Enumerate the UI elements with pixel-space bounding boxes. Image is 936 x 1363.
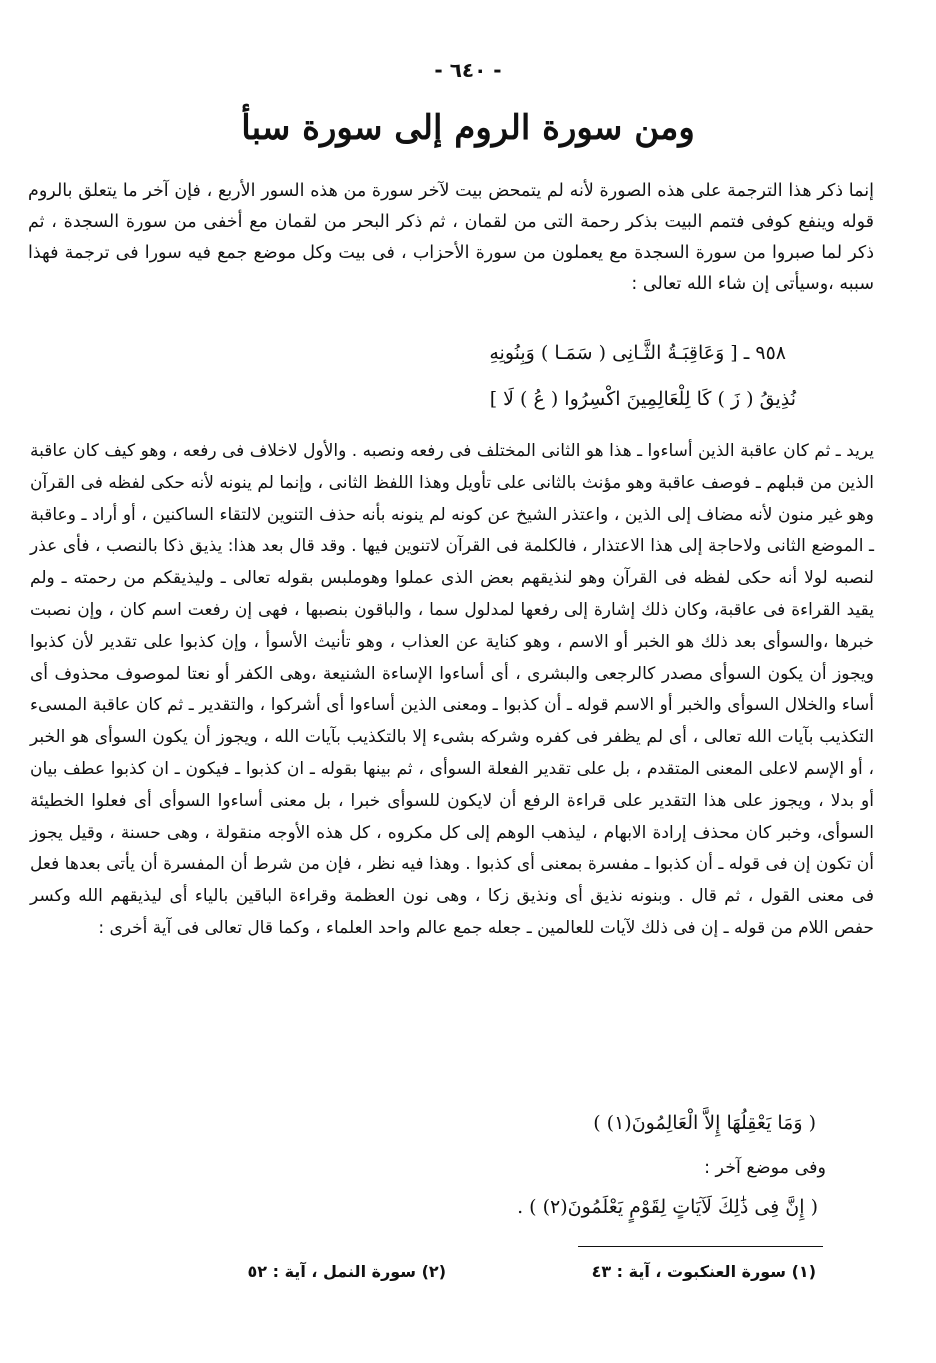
footnotes	[0, 1262, 936, 1292]
verse-line-2: نُذِيقُ ( زَ ) كَا لِلْعَالِمِينَ اكْسِرُوا ( عُ ) لَا ]	[489, 388, 796, 410]
chapter-title: ومن سورة الروم إلى سورة سبأ	[241, 108, 695, 148]
quran-quote-2: ( إِنَّ فِى ذَٰلِكَ لَآيَاتٍ لِقَوْمٍ يَعْلَمُونَ(٢) ) .	[517, 1196, 818, 1218]
footnote-2: (٢) سورة النمل ، آية : ٥٢	[247, 1262, 446, 1281]
intro-paragraph: إنما ذكر هذا الترجمة على هذه الصورة لأنه لم يتمحض بيت لآخر سورة من هذه السور الأربع ، فإن آخر ما يتعلق بالروم قوله وينفع كوفى فتمم البيت بذكر رحمة التى من لقمان ، ثم ذكر البحر من لقمان مع أخفى من سورة السجدة ، ثم ذكر لما صبروا من سورة السجدة مع يعملون من سورة الأحزاب ، فى بيت وكل موضع جمع فيه سورا فى ترجمة فهذا سببه ،وسيأتى إن شاء الله تعالى :	[28, 181, 874, 294]
commentary-paragraph: يريد ـ ثم كان عاقبة الذين أساءوا ـ هذا هو الثانى المختلف فى رفعه ونصبه . والأول لاخلاف فى رفعه ، وهو كيف كان عاقبة الذين من قبلهم ـ فوصف عاقبة وهو مؤنث بالثانى على تأويل وهذا اللفظ الثانى ، وإنما لم ينونه لأنه حكى لفظه فى القرآن وهو غير منون لأنه مضاف إلى الذين ، واعتذر الشيخ عن كونه لم ينونه بأنه حذف التنوين لالتقاء الساكنين ، أو أراد ـ وعاقبة ـ الموضع الثانى ولاحاجة إلى هذا الاعتذار ، فالكلمة فى القرآن لاتنوين فيها . وقد قال بعد هذا: يذيق ذكا بالنصب ، فأى عذر لنصبه لولا أنه حكى لفظه فى القرآن وهو لنذيقهم بعض الذى عملوا وهوملبس بقوله تعالى ـ وليذيقكم من رحمته ـ ولم يقيد القراءة فى عاقبة، وكان ذلك إشارة إلى رفعها لمدلول سما ، والباقون بنصبها ، فهى إن رفعت اسم كان ، وإن نصبت خبرها ،والسوأى بعد ذلك هو الخبر أو الاسم ، وهو كناية عن العذاب ، وهو تأنيث الأسوأ ، وإن كذبوا على تقدير لأن كذبوا ويجوز أن يكون السوأى مصدر كالرجعى والبشرى ، أى أساءوا الإساءة الشنيعة ،وهى الكفر أو نعتا لموصوف محذوف أى أساء والخلال السوأى والخبر أو الاسم قوله ـ أن كذبوا ـ ومعنى الذين أساءوا أى أشركوا ، والتقدير ـ ثم كان عاقبة المسىء التكذيب بآيات الله تعالى ، أى لم يظفر فى كفره وشركه بشىء إلا بالتكذيب بآيات الله ، ويجوز أن يكون السوأى هو الخبر ، أو الإسم لاعلى المعنى المتقدم ، بل على تقدير الفعلة السوأى ، ثم بينها بقوله ـ ان كذبوا ـ فيكون ـ ان كذبوا عطف بيان أو بدلا ، ويجوز على هذا التقدير على قراءة الرفع أن لايكون للسوأى خبرا ، بل معنى أساءوا السوأى أى فعلوا الخطيئة السوأى، وخبر كان محذف إرادة الابهام ، ليذهب الوهم إلى كل مكروه ، كل هذه الأوجه منقولة ، وهى حسنة ، وقيل يجوز أن تكون إن فى قوله ـ أن كذبوا ـ مفسرة بمعنى أى كذبوا . وهذا فيه نظر ، فإن من شرط أن المفسرة أن يأتى بعدها فعل فى معنى القول ، ثم قال . وبنونه نذيق أى ونذيق زكا ، وهى نون العظمة وقراءة الباقين بالياء أى ليذيقهم الله وكسر حفص اللام من قوله ـ إن فى ذلك لآيات للعالمين ـ جعله جمع عالم واحد العلماء ، وكما قال تعالى فى آية أخرى :	[30, 441, 874, 938]
footnote-divider	[578, 1246, 823, 1247]
poem-verse	[120, 330, 796, 430]
footnote-1: (١) سورة العنكبوت ، آية : ٤٣	[591, 1262, 816, 1281]
other-place-label: وفى موضع آخر :	[704, 1158, 826, 1178]
page-number: - ٦٤٠ -	[434, 58, 502, 82]
verse-line-1: ٩٥٨ ـ [ وَعَاقِبَـةُ الثَّـانِى ( سَمَـا ) وَبِنُونِهِ	[489, 342, 786, 364]
quran-quote-1: ( وَمَا يَعْقِلُهَا إِلاَّ الْعَالِمُونَ(١) )	[593, 1112, 816, 1134]
